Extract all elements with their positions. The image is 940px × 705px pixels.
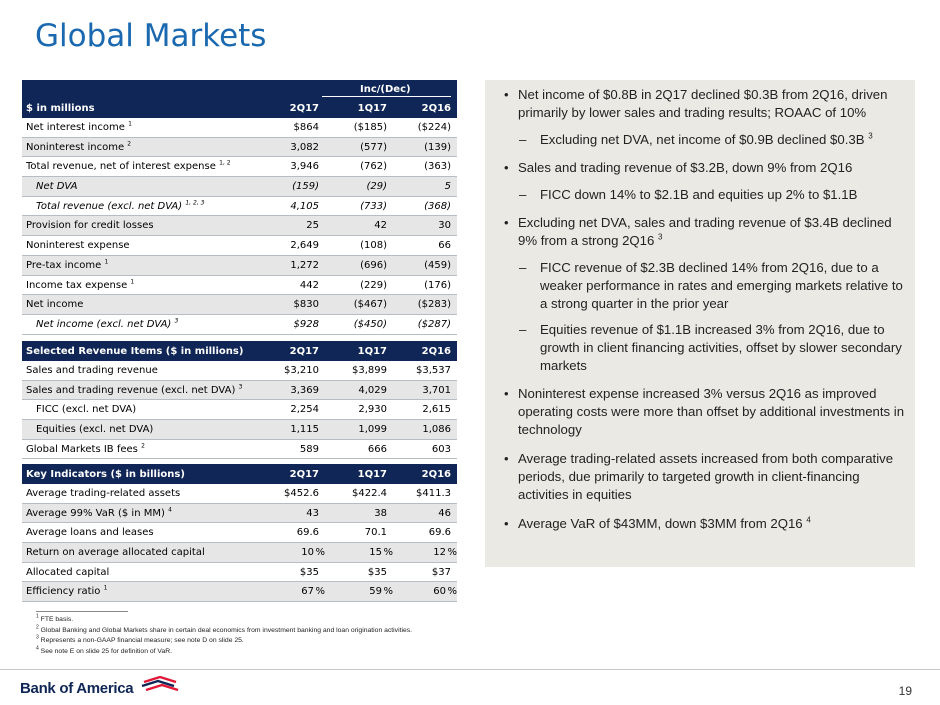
sub-bullet-item: – Excluding net DVA, net income of $0.9B declined $0.3B $^3$: [500, 131, 910, 149]
cell-c3: 5: [444, 181, 451, 193]
footnote: [36, 624, 413, 634]
row-label: Sales and trading revenue: [26, 365, 158, 376]
row-label: Noninterest income $^2$: [26, 140, 132, 153]
cell-c3: 12: [433, 547, 446, 559]
footnote: [36, 613, 74, 623]
table-row: [22, 381, 457, 401]
row-label: Total revenue (excl. net DVA) $^{1, 2, 3}$: [36, 199, 205, 212]
cell-c3: 603: [431, 443, 451, 455]
cell-c1: (159): [292, 181, 319, 193]
row-label: Average loans and leases: [26, 527, 154, 539]
cell-c2: 2,930: [358, 404, 387, 416]
cell-c1: 3,369: [290, 384, 319, 396]
inc-dec-group-header: Inc/(Dec): [22, 80, 457, 98]
footnote-ref: 1: [130, 278, 135, 286]
row-label: Net income (excl. net DVA) $^3$: [36, 317, 179, 330]
footnote-text: FTE basis.: [40, 616, 74, 623]
cell-c1: $928: [293, 318, 319, 330]
cell-c2: (108): [360, 240, 387, 252]
cell-c3: 60: [433, 586, 446, 598]
cell-c3: ($224): [417, 122, 451, 133]
table-row: [22, 216, 457, 236]
cell-c1: $452.6: [284, 488, 319, 499]
table-row: [22, 315, 457, 335]
footnote-ref: 3: [658, 232, 663, 242]
cell-c1: 3,082: [290, 141, 319, 153]
percent-sign: %: [447, 547, 457, 559]
cell-c1: $3,210: [284, 365, 319, 376]
cell-c2: ($185): [353, 122, 387, 133]
cell-c2: ($450): [353, 318, 387, 330]
table-row: [22, 157, 457, 177]
cell-c2: $422.4: [352, 488, 387, 499]
table-row: [22, 138, 457, 158]
table-row: [22, 484, 457, 504]
footnote-ref: 1: [103, 585, 108, 593]
cell-c2: $35: [367, 566, 387, 578]
cell-c3: (176): [424, 279, 451, 291]
footnote-ref: 1: [128, 120, 132, 128]
row-label: Pre-tax income $^1$: [26, 258, 109, 271]
bank-flag-icon: [140, 676, 180, 694]
row-label: Noninterest expense: [26, 240, 130, 252]
cell-c3: $411.3: [416, 488, 451, 499]
cell-c2: 4,029: [358, 384, 387, 396]
bullet-item: • Average trading-related assets increased from both comparative periods, due primarily to targeted growth in client-financing activities in equities: [500, 450, 910, 504]
row-label: Provision for credit losses: [26, 220, 154, 232]
table-row: [22, 563, 457, 583]
footnote-number: 2: [36, 624, 39, 631]
footnote-number: 1: [36, 613, 39, 620]
table-row: [22, 543, 457, 563]
cell-c2: (696): [360, 259, 387, 271]
footnote-ref: 1: [104, 258, 109, 266]
cell-c2: 666: [367, 443, 387, 455]
footer-divider: [0, 669, 940, 670]
cell-c1: $830: [293, 299, 319, 311]
footnote-text: See note E on slide 25 for definition of VaR.: [40, 647, 173, 655]
cell-c3: ($283): [417, 299, 451, 311]
cell-c2: 15: [369, 547, 382, 559]
footnote: [36, 634, 244, 644]
cell-c2: $3,899: [352, 365, 387, 376]
cell-c2: (762): [360, 161, 387, 173]
table-row: [22, 504, 457, 524]
footnote-ref: 3: [238, 383, 243, 391]
summary-table-header: $ in millions 2Q17 1Q17 2Q16: [22, 98, 457, 118]
row-label: Average trading-related assets: [26, 488, 181, 499]
footnote-ref: 3: [868, 131, 873, 141]
sub-bullet-item: – FICC down 14% to $2.1B and equities up 2% to $1.1B: [500, 186, 910, 204]
table-row: [22, 256, 457, 276]
table-row: [22, 361, 457, 381]
row-label: Average 99% VaR ($ in MM) $^4$: [26, 506, 172, 519]
bullet-item: • Average VaR of $43MM, down $3MM from 2Q16 $^4$: [500, 515, 910, 533]
bullet-item: • Net income of $0.8B in 2Q17 declined $0.3B from 2Q16, driven primarily by lower sales and trading results; ROAAC of 10%: [500, 86, 910, 122]
cell-c1: $35: [299, 566, 319, 578]
page-number: 19: [898, 684, 912, 698]
cell-c2: 38: [374, 507, 387, 519]
row-label: Net DVA: [36, 181, 78, 193]
cell-c1: 1,115: [290, 424, 319, 436]
cell-c2: ($467): [353, 299, 387, 311]
cell-c2: 42: [374, 220, 387, 232]
cell-c1: 442: [299, 279, 319, 291]
cell-c1: 3,946: [290, 161, 319, 173]
bullet-item: • Noninterest expense increased 3% versus 2Q16 as improved operating costs were more than offset by additional investments in technology: [500, 385, 910, 439]
cell-c2: 70.1: [364, 527, 387, 539]
row-label: Income tax expense $^1$: [26, 278, 135, 291]
footnote-number: 3: [36, 634, 39, 641]
table-row: [22, 295, 457, 315]
cell-c3: 46: [438, 507, 451, 519]
row-label: Allocated capital: [26, 566, 110, 578]
table-row: [22, 523, 457, 543]
footnote-ref: 1, 2: [219, 160, 231, 168]
table-row: [22, 582, 457, 602]
cell-c1: 69.6: [296, 527, 319, 539]
bullet-item: • Sales and trading revenue of $3.2B, down 9% from 2Q16: [500, 159, 910, 177]
percent-sign: %: [315, 586, 325, 598]
cell-c3: (363): [424, 161, 451, 173]
cell-c2: (229): [360, 279, 387, 291]
indicators-table-header: Key Indicators ($ in billions) 2Q17 1Q17 2Q16: [22, 464, 457, 484]
cell-c1: 25: [306, 220, 319, 232]
summary-table: [22, 80, 457, 335]
cell-c1: 589: [299, 443, 319, 455]
footnote-ref: 4: [168, 506, 172, 514]
cell-c2: (577): [360, 141, 387, 153]
footnote: [36, 645, 173, 655]
revenue-table: [22, 341, 457, 459]
cell-c3: ($287): [417, 318, 451, 330]
revenue-table-header: Selected Revenue Items ($ in millions) 2Q17 1Q17 2Q16: [22, 341, 457, 361]
percent-sign: %: [383, 547, 393, 559]
indicators-table: [22, 464, 457, 602]
cell-c1: $864: [293, 122, 319, 133]
footnote-text: Global Banking and Global Markets share in certain deal economics from investment banking and loan origination activities.: [40, 626, 413, 634]
table-row: [22, 276, 457, 296]
cell-c3: 30: [438, 220, 451, 232]
footnote-ref: 4: [806, 515, 811, 525]
cell-c2: (29): [366, 181, 387, 193]
bullet-item: • Excluding net DVA, sales and trading revenue of $3.4B declined 9% from a strong 2Q16 $^3$: [500, 214, 910, 250]
cell-c3: 1,086: [422, 424, 451, 436]
cell-c3: 66: [438, 240, 451, 252]
cell-c1: 2,649: [290, 240, 319, 252]
table-row: [22, 400, 457, 420]
row-label: Net income: [26, 299, 84, 311]
table-row: [22, 420, 457, 440]
cell-c3: 3,701: [422, 384, 451, 396]
cell-c3: $37: [431, 566, 451, 578]
cell-c1: 43: [306, 507, 319, 519]
footnote-ref: 1, 2, 3: [185, 199, 205, 207]
table-row: [22, 197, 457, 217]
footnote-rule: [36, 611, 128, 612]
row-label: Global Markets IB fees $^2$: [26, 442, 145, 455]
footnote-ref: 3: [174, 317, 179, 325]
row-label: Total revenue, net of interest expense $^{1, 2}$: [26, 160, 231, 173]
cell-c3: (368): [424, 200, 451, 212]
footnote-text: Represents a non-GAAP financial measure; see note D on slide 25.: [40, 637, 244, 644]
cell-c2: 59: [369, 586, 382, 598]
footnote-number: 4: [36, 645, 39, 652]
sub-bullet-item: – FICC revenue of $2.3B declined 14% from 2Q16, due to a weaker performance in rates and emerging markets relative to a strong quarter in the prior year: [500, 259, 910, 313]
cell-c1: 10: [301, 547, 314, 559]
row-label: Equities (excl. net DVA): [36, 424, 154, 436]
cell-c1: 4,105: [290, 200, 319, 212]
row-label: FICC (excl. net DVA): [36, 404, 137, 416]
cell-c2: (733): [360, 200, 387, 212]
commentary-bullets: [500, 86, 910, 544]
cell-c1: 67: [301, 586, 314, 598]
bank-logo-text: Bank of America: [20, 680, 134, 697]
cell-c3: 69.6: [428, 527, 451, 539]
table-row: [22, 440, 457, 460]
cell-c2: 1,099: [358, 424, 387, 436]
row-label: Return on average allocated capital: [26, 547, 205, 559]
table-row: [22, 118, 457, 138]
table-row: [22, 177, 457, 197]
percent-sign: %: [447, 586, 457, 598]
percent-sign: %: [383, 586, 393, 598]
cell-c3: (139): [424, 141, 451, 153]
cell-c3: (459): [424, 259, 451, 271]
cell-c3: 2,615: [422, 404, 451, 416]
percent-sign: %: [315, 547, 325, 559]
page-title: Global Markets: [35, 18, 267, 54]
cell-c1: 2,254: [290, 404, 319, 416]
footnote-ref: 2: [127, 140, 132, 148]
sub-bullet-item: – Equities revenue of $1.1B increased 3% from 2Q16, due to growth in client financing activities, offset by slower secondary markets: [500, 321, 910, 375]
table-row: [22, 236, 457, 256]
cell-c1: 1,272: [290, 259, 319, 271]
row-label: Net interest income $^1$: [26, 120, 132, 133]
row-label: Sales and trading revenue (excl. net DVA) $^3$: [26, 383, 243, 396]
row-label: Efficiency ratio $^1$: [26, 585, 108, 598]
cell-c3: $3,537: [416, 365, 451, 376]
footnote-ref: 2: [141, 442, 145, 450]
